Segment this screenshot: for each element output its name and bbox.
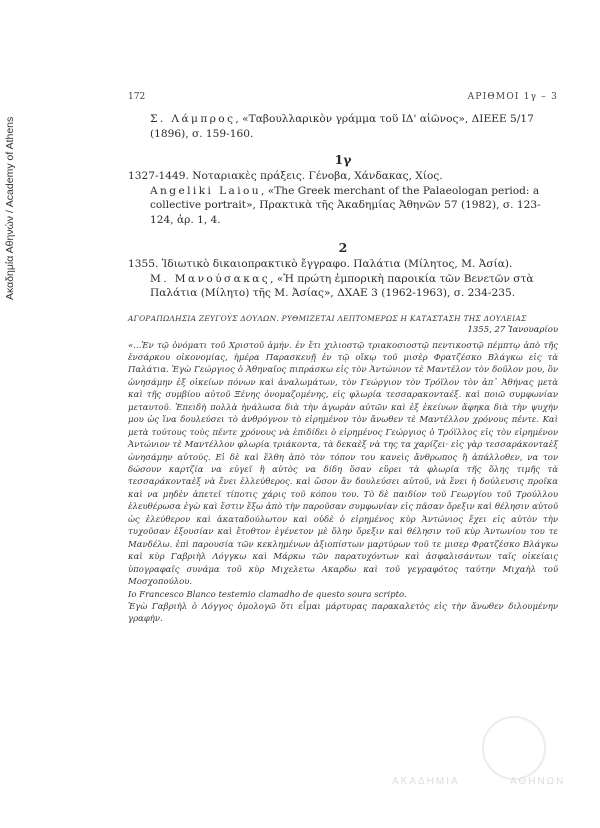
running-head: [128, 92, 558, 106]
entry-1g-line: 1327-1449. Νοταριακὲς πράξεις. Γένοβα, Χάνδακας, Χίος.: [128, 170, 443, 182]
document-body: [128, 340, 558, 626]
ref-text: , «Ταβουλλαρικὸν γράμμα τοῦ ΙΔ' αἰῶνος», ΔΙΕΕΕ 5/17 (1896), σ. 159-160.: [150, 113, 534, 140]
document-heading: ΑΓΟΡΑΠΩΛΗΣΙΑ ΖΕΥΓΟΥΣ ΔΟΥΛΩΝ. ΡΥΘΜΙΖΕΤΑΙ ΛΕΠΤΟΜΕΡΩΣ Η ΚΑΤΑΣΤΑΣΗ ΤΗΣ ΔΟΥΛΕΙΑΣ: [128, 313, 527, 323]
document-date: 1355, 27 Ἰανουαρίου: [467, 324, 558, 335]
ref-author: Σ. Λάμπρος: [150, 113, 236, 125]
ref-intro: [128, 112, 558, 141]
section-number-1g: 1γ: [334, 152, 352, 167]
academy-seal-icon: [482, 716, 546, 780]
entry-2-text: , «Ἡ πρώτη ἐμπορικὴ παροικία τῶν Βενετῶν στὰ Παλάτια (Μίλητο) τῆς Μ. Ἀσίας», ΔΧΑΕ 3 (1962-1963), σ. 234-235.: [150, 272, 534, 299]
entry-2: [128, 257, 558, 301]
entry-1g: [128, 169, 558, 227]
running-title: ΑΡΙΘΜΟΙ 1γ – 3: [467, 92, 558, 102]
archive-stamp: Ακαδημία Αθηνών / Academy of Athens: [4, 116, 16, 300]
watermark-right: ΑΘΗΝΩΝ: [510, 776, 566, 787]
page-content: [128, 92, 558, 626]
academy-watermark: [392, 716, 588, 806]
document-closing: Ἐγὼ Γαβριὴλ ὁ Λόγγος ὁμολογῶ ὅτι εἶμαι μάρτυρας παρακαλετὸς εἰς τὴν ἄνωθεν διλουμένην γραφήν.: [128, 602, 558, 625]
document-latin-line: Io Francesco Blanco testemio clamadho de questo soura scripto.: [128, 589, 407, 600]
document-text: «...Ἐν τῷ ὀνόματι τοῦ Χριστοῦ ἀμήν. ἐν ἔτι χιλιοστῷ τριακοσιοστῷ πεντικοστῷ πέμπτῳ ἀπὸ τῆς ἐνσάρκου οἰκονομίας, ἡμέρα Παρασκευῇ ἐν τῷ οἴκῳ τοῦ μισὲρ Φρατζέσκο Βλάγκω εἰς τὰ Παλάτια. Ἐγὼ Γεώργιος ὁ Ἀθηναῖος πιπράσκω εἰς τὸν Ἀντώνιον τὲ Μαντέλον τὸν δοῦλον μου, ὃν ὠνησάμην ἐξ οἰκείων πόνων καὶ ἀναλωμάτων, τὸν Γεώργιον τὸν Τρόϊλον τὸν ἀπ᾿ Ἀθήνας μετὰ καὶ τῆς συμβίου αὐτοῦ Ξένης ὀνομαζομένης, εἰς φλωρία τεσσαρακονταέξ. καὶ ποιῶ συμφωνίαν μεταυτοῦ. Ἐπειδὴ πολλὰ ἠνάλωσα διὰ τὴν ἀγωρὰν αὐτῶν καὶ ἐξ ἐκείνων ἄφηκα διὰ τὴν ψυχήν μου ὡς ἵνα δουλεύσει τὸ ἀνθρόγνον τὸ εἰρημένον τὸν ἄνωθεν τὲ Μαντέλλον χρόνους πέντε. Καὶ μετὰ τούτους τοὺς πέντε χρόνους νὰ ἐπιδίδει ὁ εἰρημένος Γεώργιος ὁ Τρόϊλλος εἰς τὸν εἰρημένον Ἀντώνιον τὲ Μαντέλλον φλωρία τριάκοντα, τὰ δεκαὲξ νὰ της τα χαρίζει· εἰς γὰρ τεσσαράκονταὲξ ὠνησάμην αὐτούς. Εἰ δὲ καὶ ἔλθη ἀπὸ τὸν τόπον του κανεὶς ἄνθρωπος ἢ ἀπάλλοθεν, να τον δώσουν καρτζία να εὐγεῖ ἢ αὐτὸς να δίδη ὅσαν εὕρει τὰ φλωρία τῆς ὅλης τιμῆς τὰ τεσσαράκονταὲξ νὰ ἔνει ἐλλεύθερος. καὶ ὥσον ἂν δουλεύσει αὐτοῦ, νὰ ἔνει ἡ δούλευσις προῖκα καὶ να μηδὲν ἀπετεῖ τίποτις χάρις τοῦ κόπου του. Τὸ δὲ παιδίον τοῦ Γεωργίου τοῦ Τρούλλου ἐλευθέρωσα ἐγὼ καὶ ἔστιν ἔξω ἀπὸ τὴν παροῦσαν συμφωνίαν εἰς πᾶσαν ὄρεξιν καὶ θέλησιν αὐτοῦ ὡς ἐλεύθερον καὶ ἀκαταδούλωτον καὶ οὐδὲ ὁ εἰρημένος κὺρ Ἀντώνιος ἔχει εἰς αὐτὸν τὴν τυχοῦσαν ἐξουσίαν καὶ ἔτοθτον ἐγένετον μὲ ὅλην ὄρεξιν καὶ θέλησιν τοῦ κὺρ Ἀντωνίου του τε Μανδέλω. ἐπὶ παρουσία τῶν κεκλημένων ἀξιοπίστων μαρτύρων τοῦ τε μισερ Φρατζέσκο Βλάγκω καὶ κὺρ Γαβριὴλ Λόγγκω καὶ Μάρκω τῶν παρατυχόντων καὶ ἀσφαλισάντων ταῖς οἰκείαις ὑπογραφαῖς συνάμα τοῦ κὺρ Μιχελετω Ακαρδω καὶ τοῦ γεγραφότος ταύτην Μιχαὴλ τοῦ Μοσχοπούλου.: [128, 340, 558, 588]
section-number-2: 2: [338, 240, 348, 255]
watermark-left: ΑΚΑΔΗΜΙΑ: [392, 776, 460, 787]
page-number: 172: [128, 92, 146, 102]
entry-2-line: 1355. Ἰδιωτικὸ δικαιοπρακτικὸ ἔγγραφο. Παλάτια (Μίλητος, Μ. Ἀσία).: [128, 258, 513, 270]
entry-1g-text: , «The Greek merchant of the Palaeologan period: a collective portrait», Πρακτικὰ τῆς Ἀκαδημίας Ἀθηνῶν 57 (1982), σ. 123-124, ἀρ. 1, 4.: [150, 184, 541, 226]
entry-2-author: Μ. Μανούσακας: [150, 272, 271, 285]
entry-1g-author: Angeliki Laiou: [150, 184, 262, 197]
